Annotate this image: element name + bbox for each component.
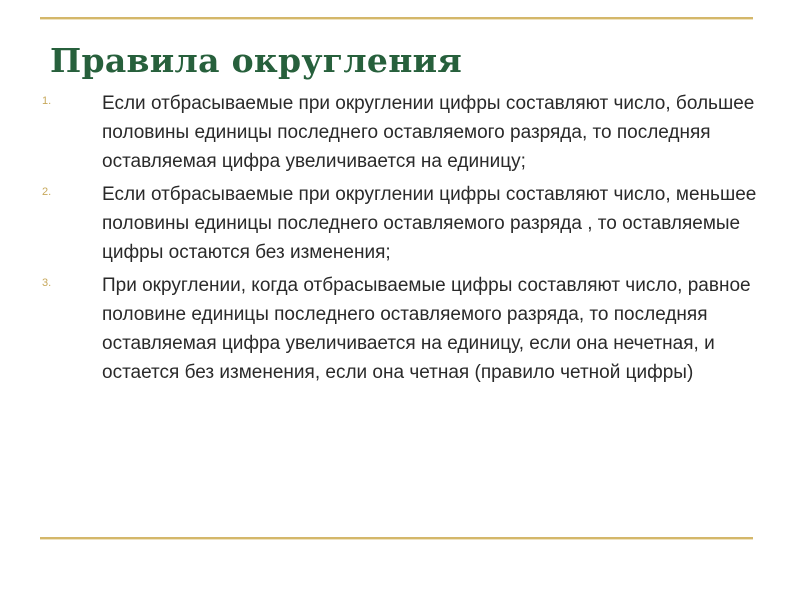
list-number-2: 2. xyxy=(42,186,52,198)
top-divider-shadow xyxy=(40,19,753,20)
list-item-2 xyxy=(42,180,762,267)
list-text-2: Если отбрасываемые при округлении цифры составляют число, меньшее половины единицы последнего оставляемого разряда , то оставляемые цифры остаются без изменения; xyxy=(102,184,757,263)
list-number-1: 1. xyxy=(42,95,52,107)
list-text-1: Если отбрасываемые при округлении цифры составляют число, большее половины единицы последнего оставляемого разряда, то последняя оставляемая цифра увеличивается на единицу; xyxy=(102,93,755,172)
list-number-3: 3. xyxy=(42,277,52,289)
bottom-divider-shadow xyxy=(40,539,753,540)
rules-list xyxy=(42,89,762,391)
list-item-3 xyxy=(42,271,762,387)
slide-title: Правила округления xyxy=(50,41,463,80)
list-text-3: При округлении, когда отбрасываемые цифры составляют число, равное половине единицы последнего оставляемого разряда, то последняя оставляемая цифра увеличивается на единицу, если она нечетная, и остается без изменения, если она четная (правило четной цифры) xyxy=(102,275,751,383)
list-item-1 xyxy=(42,89,762,176)
